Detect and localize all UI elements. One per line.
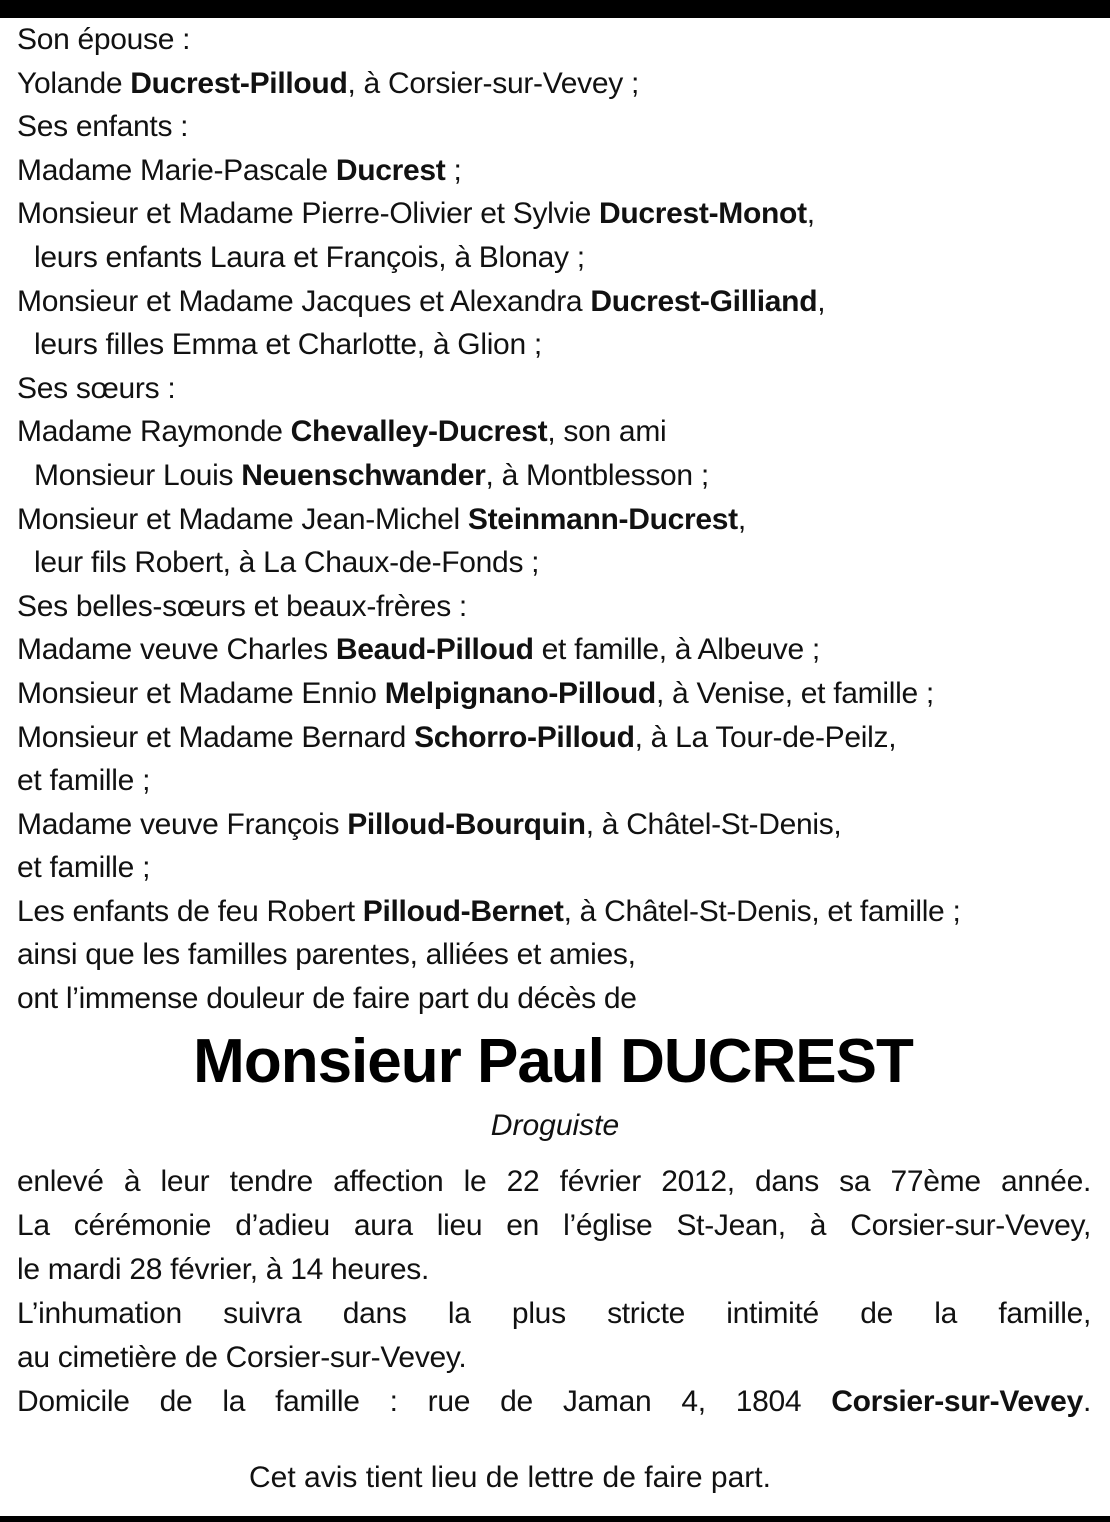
family-line-suffix: et famille, à Albeuve ;: [533, 633, 820, 667]
family-name: Ducrest: [335, 153, 446, 187]
closing-note: Cet avis tient lieu de lettre de faire part.: [249, 1461, 771, 1494]
family-line-text: Madame Marie-Pascale: [17, 153, 336, 187]
family-line: [17, 977, 1093, 1021]
family-line-text: et famille ;: [17, 764, 151, 798]
family-line-text: leurs enfants Laura et François, à Blonay ;: [34, 240, 585, 274]
detail-line: [17, 1380, 1091, 1424]
family-list: [17, 18, 1093, 1021]
family-line-text: Ses sœurs :: [17, 371, 176, 405]
family-line-suffix: , à Montblesson ;: [485, 458, 709, 492]
family-line-text: Monsieur Louis: [34, 458, 242, 492]
detail-line-text: L’inhumation suivra dans la plus stricte intimité de la famille,: [17, 1297, 1091, 1330]
family-line: [17, 890, 1093, 934]
family-line-text: Monsieur et Madame Pierre-Olivier et Sylvie: [17, 197, 599, 231]
family-name: Ducrest-Pilloud: [130, 66, 348, 100]
family-line-text: leurs filles Emma et Charlotte, à Glion ;: [34, 328, 542, 362]
family-line-suffix: ,: [817, 284, 826, 318]
family-line-text: Monsieur et Madame Bernard: [17, 720, 415, 754]
family-line: [17, 367, 1093, 411]
detail-line-text: au cimetière de Corsier-sur-Vevey.: [17, 1341, 467, 1374]
family-name: Steinmann-Ducrest: [467, 502, 738, 536]
family-line-text: Madame Raymonde: [17, 415, 291, 449]
family-line-text: Les enfants de feu Robert: [17, 894, 363, 928]
detail-line: [17, 1204, 1091, 1248]
family-line-suffix: , son ami: [547, 415, 667, 449]
family-line: [17, 672, 1093, 716]
family-line: [17, 585, 1093, 629]
family-line-suffix: , à Venise, et famille ;: [655, 676, 934, 710]
family-line-text: Madame veuve Charles: [17, 633, 336, 667]
family-line-text: Ses belles-sœurs et beaux-frères :: [17, 589, 467, 623]
detail-line: [17, 1336, 1091, 1380]
detail-line: [17, 1160, 1091, 1204]
family-line: [17, 192, 1093, 236]
family-line-text: Ses enfants :: [17, 110, 189, 144]
family-line: [17, 933, 1093, 977]
family-line-suffix: ,: [737, 502, 746, 536]
family-line: [17, 454, 1093, 498]
family-line-suffix: ;: [445, 153, 462, 187]
family-line-suffix: , à La Tour-de-Peilz,: [634, 720, 897, 754]
family-line-text: Son épouse :: [17, 23, 191, 56]
family-line: [17, 236, 1093, 280]
family-line: [17, 323, 1093, 367]
family-line: [17, 803, 1093, 847]
family-line: [17, 149, 1093, 193]
family-line-text: leur fils Robert, à La Chaux-de-Fonds ;: [34, 546, 540, 580]
family-line: [17, 62, 1093, 106]
family-name: Pilloud-Bernet: [362, 894, 564, 928]
detail-line: [17, 1248, 1091, 1292]
family-line: [17, 759, 1093, 803]
family-line-suffix: , à Châtel-St-Denis,: [585, 807, 842, 841]
detail-line: [17, 1292, 1091, 1336]
family-line-text: Yolande: [17, 66, 131, 100]
detail-line-text: enlevé à leur tendre affection le 22 février 2012, dans sa 77ème année.: [17, 1165, 1091, 1198]
family-line-text: ont l’immense douleur de faire part du décès de: [17, 982, 637, 1016]
deceased-block: [0, 1020, 1110, 1148]
family-line-text: Madame veuve François: [17, 807, 348, 841]
family-name: Chevalley-Ducrest: [290, 415, 548, 449]
deceased-name: Monsieur Paul DUCREST: [193, 1027, 913, 1096]
family-name: Beaud-Pilloud: [335, 633, 534, 667]
detail-line-text: le mardi 28 février, à 14 heures.: [17, 1253, 429, 1286]
family-line: [17, 280, 1093, 324]
family-name: Ducrest-Gilliand: [590, 284, 818, 318]
family-line: [17, 716, 1093, 760]
family-line-text: Monsieur et Madame Jean-Michel: [17, 502, 468, 536]
family-line: [17, 846, 1093, 890]
deceased-profession: Droguiste: [490, 1109, 620, 1142]
detail-line-text: La cérémonie d’adieu aura lieu en l’église St-Jean, à Corsier-sur-Vevey,: [17, 1209, 1091, 1242]
family-name: Schorro-Pilloud: [414, 720, 635, 754]
family-line: [17, 410, 1093, 454]
family-line-suffix: ,: [806, 197, 815, 231]
top-border-rule: [0, 0, 1110, 18]
family-line: [17, 498, 1093, 542]
family-line-text: Monsieur et Madame Jacques et Alexandra: [17, 284, 591, 318]
family-name: Corsier-sur-Vevey: [831, 1385, 1083, 1418]
bottom-border-rule: [0, 1516, 1110, 1522]
family-name: Melpignano-Pilloud: [384, 676, 656, 710]
family-line-text: Monsieur et Madame Ennio: [17, 676, 385, 710]
family-line-text: et famille ;: [17, 851, 151, 885]
family-name: Neuenschwander: [241, 458, 486, 492]
family-line: [17, 541, 1093, 585]
family-name: Pilloud-Bourquin: [347, 807, 586, 841]
family-line: [17, 105, 1093, 149]
family-line: [17, 628, 1093, 672]
family-line-suffix: , à Châtel-St-Denis, et famille ;: [563, 894, 961, 928]
ceremony-details: [17, 1160, 1091, 1424]
family-name: Ducrest-Monot: [599, 197, 807, 231]
detail-line-suffix: .: [1082, 1385, 1091, 1418]
family-line-text: ainsi que les familles parentes, alliées et amies,: [17, 938, 636, 972]
detail-line-text: Domicile de la famille : rue de Jaman 4, 1804: [17, 1385, 832, 1418]
family-line-suffix: , à Corsier-sur-Vevey ;: [347, 66, 640, 100]
family-line: [17, 18, 1093, 62]
